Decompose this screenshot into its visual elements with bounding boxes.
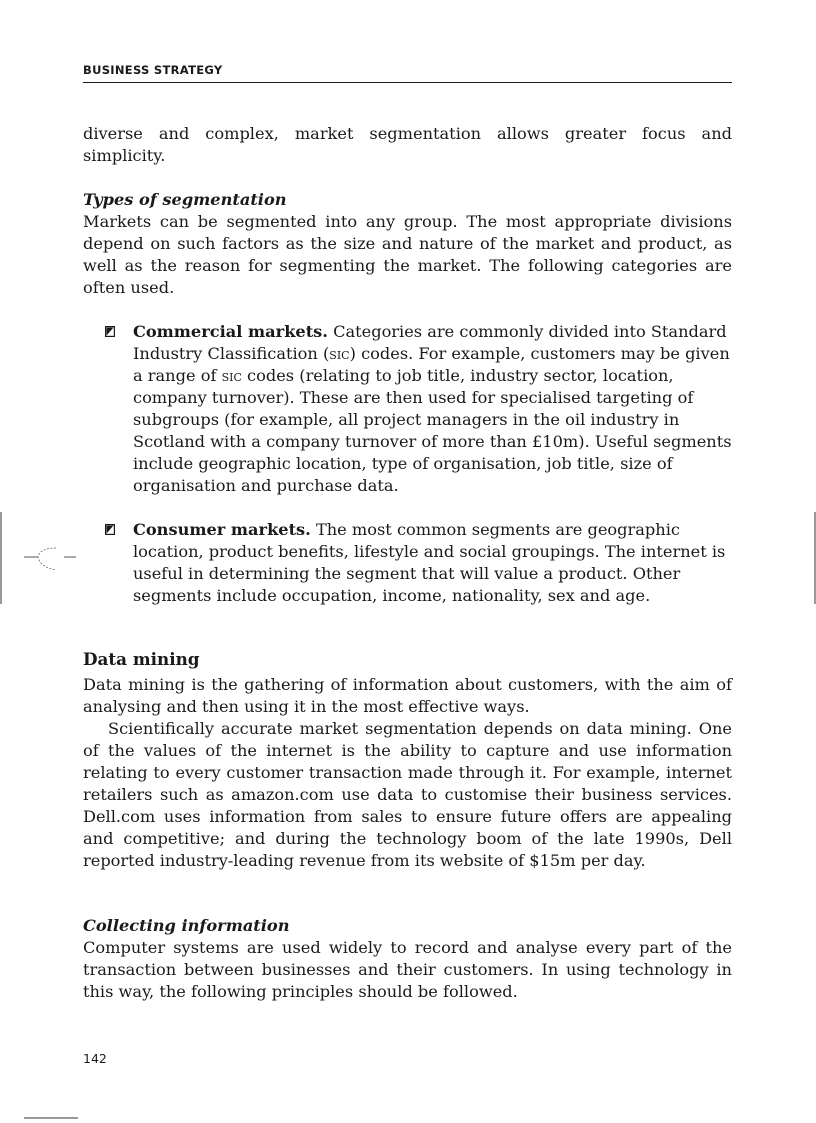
bullet-body: The most common segments are geographic location, product benefits, lifestyle and social groupings. The internet is useful in determining the segment that will value a product. Other segments include occupation, income, nationality, sex and age. <box>133 520 726 605</box>
bullet-body: ) codes. For example, customers may be given a range of <box>133 344 730 385</box>
header-rule <box>83 82 732 83</box>
data-mining-heading: Data mining <box>83 649 200 669</box>
bullet-lead: Commercial markets. <box>133 322 328 341</box>
registration-mark-icon <box>0 512 86 604</box>
data-mining-paragraph-1: Data mining is the gathering of information about customers, with the aim of analysing and then using it in the most effective ways. <box>83 675 732 716</box>
sic-abbreviation: sic <box>329 344 350 363</box>
data-mining-paragraph-2: Scientifically accurate market segmentation depends on data mining. One of the values of the internet is the ability to capture and use information relating to every customer transaction made through it. For example, internet retailers such as amazon.com use data to customise their business services. Dell.com uses information from sales to ensure future offers are appealing and competitive; and during the technology boom of the late 1990s, Dell reported industry-leading revenue from its website of $15m per day. <box>83 719 732 870</box>
arrow-bullet-icon <box>105 326 115 337</box>
crop-mark-right <box>812 512 816 604</box>
types-of-segmentation-heading: Types of segmentation <box>83 190 287 209</box>
bullet-commercial-text <box>133 321 732 497</box>
running-head: BUSINESS STRATEGY <box>83 63 223 77</box>
bullet-body: Categories are commonly divided into Standard Industry Classification ( <box>133 322 727 363</box>
intro-paragraph: diverse and complex, market segmentation allows greater focus and simplicity. <box>83 124 732 165</box>
arrow-bullet-icon <box>105 524 115 535</box>
bullet-lead: Consumer markets. <box>133 520 311 539</box>
bullet-body: codes (relating to job title, industry sector, location, company turnover). These are then used for specialised targeting of subgroups (for example, all project managers in the oil industry in Scotland with a company turnover of more than £10m). Useful segments include geographic location, type of organisation, job title, size of organisation and purchase data. <box>133 366 732 495</box>
sic-abbreviation: sic <box>221 366 242 385</box>
collecting-information-heading: Collecting information <box>83 916 290 935</box>
types-of-segmentation-paragraph: Markets can be segmented into any group. The most appropriate divisions depend on such factors as the size and nature of the market and product, as well as the reason for segmenting the market. The following categories are often used. <box>83 212 732 297</box>
page-number: 142 <box>83 1051 107 1066</box>
bullet-consumer-text <box>133 519 732 607</box>
crop-mark-bottom <box>24 1116 80 1120</box>
collecting-information-paragraph: Computer systems are used widely to record and analyse every part of the transaction between businesses and their customers. In using technology in this way, the following principles should be followed. <box>83 938 732 1001</box>
